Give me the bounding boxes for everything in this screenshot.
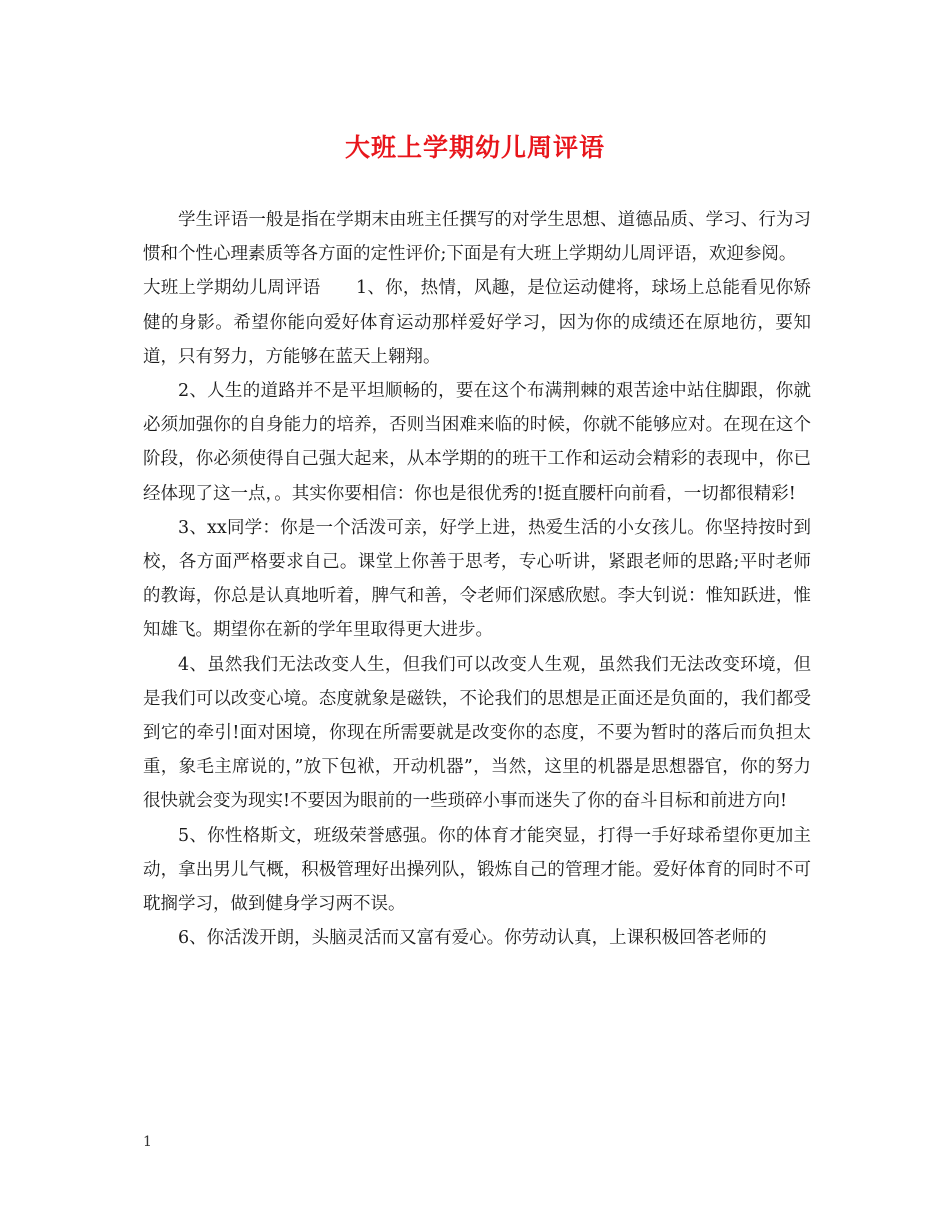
intro-paragraph: 学生评语一般是指在学期末由班主任撰写的对学生思想、道德品质、学习、行为习惯和个性心理素质等各方面的定性评价;下面是有大班上学期幼儿周评语，欢迎参阅。 [143, 210, 811, 265]
comment-paragraph-5: 5、你性格斯文，班级荣誉感强。你的体育才能突显，打得一手好球希望你更加主动，拿出男儿气概，积极管理好出操列队，锻炼自己的管理才能。爱好体育的同时不可耽搁学习，做到健身学习两不误。 [143, 825, 811, 915]
comment-paragraph-6: 6、你活泼开朗，头脑灵活而又富有爱心。你劳动认真，上课积极回答老师的 [178, 928, 767, 949]
page-number: 1 [143, 1134, 152, 1150]
comment-paragraph-3: 3、xx同学：你是一个活泼可亲，好学上进，热爱生活的小女孩儿。你坚持按时到校，各方面严格要求自己。课堂上你善于思考，专心听讲，紧跟老师的思路;平时老师的教诲，你总是认真地听着，脾气和善，令老师们深感欣慰。李大钊说：惟知跃进，惟知雄飞。期望你在新的学年里取得更大进步。 [143, 517, 811, 641]
comment-paragraph-2: 2、人生的道路并不是平坦顺畅的，要在这个布满荆棘的艰苦途中站住脚跟，你就必须加强你的自身能力的培养，否则当困难来临的时候，你就不能够应对。在现在这个阶段，你必须使得自己强大起来，从本学期的的班干工作和运动会精彩的表现中，你已经体现了这一点，。其实你要相信：你也是很优秀的!挺直腰杆向前看，一切都很精彩! [143, 381, 811, 504]
comment-paragraph-1: 大班上学期幼儿周评语 1、你，热情，风趣，是位运动健将，球场上总能看见你矫健的身影。希望你能向爱好体育运动那样爱好学习，因为你的成绩还在原地彷，要知道，只有努力，方能够在蓝天上翱翔。 [143, 278, 811, 367]
document-title: 大班上学期幼儿周评语 [344, 133, 605, 162]
document-body [143, 203, 811, 955]
comment-paragraph-4: 4、虽然我们无法改变人生，但我们可以改变人生观，虽然我们无法改变环境，但是我们可以改变心境。态度就象是磁铁，不论我们的思想是正面还是负面的，我们都受到它的牵引!面对困境，你现在所需要就是改变你的态度，不要为暂时的落后而负担太重，象毛主席说的，”放下包袱，开动机器”，当然，这里的机器是思想器官，你的努力很快就会变为现实!不要因为眼前的一些琐碎小事而迷失了你的奋斗目标和前进方向! [143, 654, 811, 812]
